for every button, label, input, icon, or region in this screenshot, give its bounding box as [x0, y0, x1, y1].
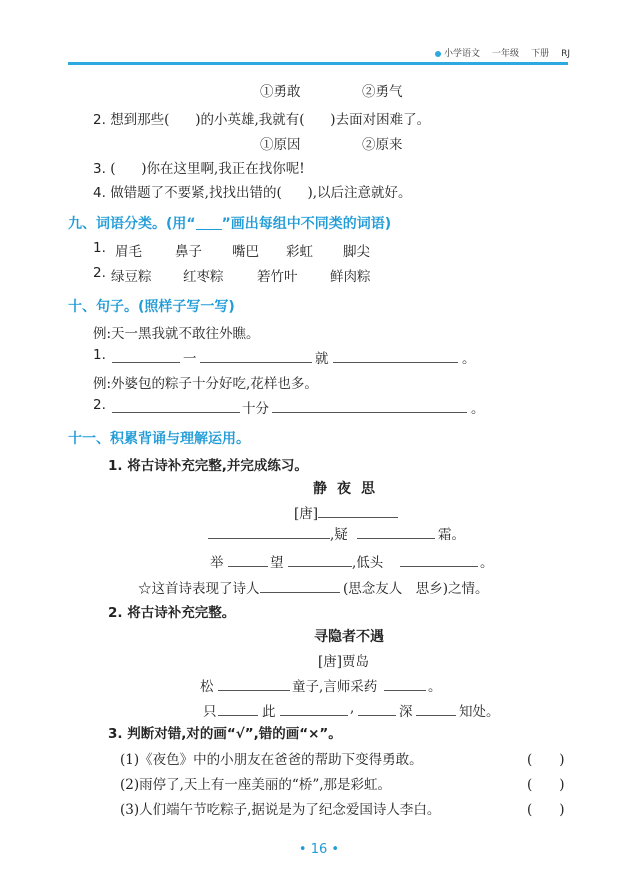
answer-paren[interactable]: ( ): [527, 752, 565, 768]
answer-blank[interactable]: [288, 566, 352, 567]
word: 彩虹: [286, 244, 313, 260]
title-part: 九、词语分类。(用“: [68, 216, 196, 232]
instruction-3: 3. 判断对错,对的画“√”,错的画“×”。: [108, 726, 342, 742]
answer-blank[interactable]: [228, 566, 268, 567]
answer-blank[interactable]: [112, 362, 180, 363]
sentence-end: 。: [462, 351, 476, 367]
item-text: )你在这里啊,我正在找你呢!: [141, 161, 305, 177]
item-text: 做错题了不要紧,找找出错的(: [110, 185, 282, 201]
word: 红枣粽: [183, 269, 224, 285]
connector-word: 十分: [242, 401, 269, 417]
q8-item3: [93, 157, 305, 177]
word: 眉毛: [115, 244, 142, 260]
answer-blank[interactable]: [400, 566, 478, 567]
q9-row1: [93, 240, 106, 256]
answer-blank[interactable]: [333, 362, 458, 363]
answer-blank[interactable]: [280, 715, 348, 716]
poem-author: [唐]: [294, 506, 319, 522]
item-text: ),以后注意就好。: [307, 185, 412, 201]
item-number: 4.: [93, 185, 106, 201]
item-text: )的小英雄,我就有(: [195, 112, 305, 128]
section-title-11: 十一、积累背诵与理解运用。: [68, 431, 250, 447]
answer-blank[interactable]: [358, 715, 396, 716]
word: 脚尖: [343, 244, 370, 260]
section-title-10: 十、句子。(照样子写一写): [68, 299, 235, 315]
word: 绿豆粽: [111, 269, 152, 285]
poem-note: (思念友人 思乡)之情。: [343, 581, 489, 597]
header-grade: 一年级: [492, 49, 520, 59]
poem-text: 知处。: [459, 704, 500, 720]
item-number: 3.: [93, 161, 106, 177]
word: 鲜肉粽: [330, 269, 371, 285]
header-subject: 小学语文: [444, 49, 481, 59]
answer-blank[interactable]: [208, 538, 330, 539]
poem-text: 。: [480, 555, 494, 571]
word: 箬竹叶: [257, 269, 298, 285]
answer-blank[interactable]: [112, 412, 240, 413]
poem-note: ☆这首诗表现了诗人: [138, 581, 260, 597]
judge-item: (1)《夜色》中的小朋友在爸爸的帮助下变得勇敢。: [120, 752, 423, 768]
poem-text: 。: [428, 679, 442, 695]
answer-blank[interactable]: [416, 715, 456, 716]
example-1: 例:天一黑我就不敢往外瞧。: [93, 326, 260, 342]
poem-text: ,低头: [352, 555, 384, 571]
poem-title: 寻隐者不遇: [314, 629, 384, 645]
item-number: 2.: [93, 112, 106, 128]
header-term: 下册: [531, 49, 550, 59]
item-text: (: [110, 161, 116, 177]
poem-text: ,: [350, 700, 355, 716]
word: 鼻子: [175, 244, 202, 260]
q9-row2: [93, 265, 106, 281]
answer-blank[interactable]: [260, 592, 340, 593]
connector-word: 就: [315, 351, 329, 367]
item-number: 1.: [93, 347, 106, 363]
answer-paren[interactable]: ( ): [527, 777, 565, 793]
section-title-9: [68, 213, 391, 233]
answer-blank[interactable]: [218, 715, 258, 716]
header-tag: [435, 46, 570, 59]
example-2: 例:外婆包的粽子十分好吃,花样也多。: [93, 376, 318, 392]
q8-item4: [93, 181, 412, 201]
connector-word: 一: [183, 351, 197, 367]
underline-sample: [196, 229, 222, 230]
answer-blank[interactable]: [218, 690, 290, 691]
answer-blank[interactable]: [318, 517, 398, 518]
judge-item: (2)雨停了,天上有一座美丽的“桥”,那是彩虹。: [120, 777, 392, 793]
item-number: 2.: [93, 265, 106, 281]
poem-text: 深: [399, 704, 413, 720]
word: 嘴巴: [232, 244, 259, 260]
option-2: ②原来: [362, 137, 403, 153]
poem-text: 举: [210, 555, 224, 571]
item-number: 2.: [93, 397, 106, 413]
answer-blank[interactable]: [200, 362, 312, 363]
option-1: ①原因: [260, 137, 301, 153]
bullet-icon: [435, 51, 441, 57]
poem-text: 松: [200, 679, 214, 695]
header-edition: RJ: [561, 49, 570, 59]
poem-text: 望: [270, 555, 284, 571]
poem-author: [唐]贾岛: [318, 654, 370, 670]
answer-paren[interactable]: ( ): [527, 802, 565, 818]
title-part: ”画出每组中不同类的词语): [221, 216, 392, 232]
poem-text: 童子,言师采药: [292, 679, 378, 695]
q8-item2: [93, 108, 430, 128]
answer-blank[interactable]: [272, 412, 467, 413]
judge-item: (3)人们端午节吃粽子,据说是为了纪念爱国诗人李白。: [120, 802, 441, 818]
option-2: ②勇气: [362, 84, 403, 100]
poem-title: 静夜思: [313, 481, 385, 497]
poem-text: ,疑: [330, 527, 348, 543]
sentence-end: 。: [471, 401, 485, 417]
answer-blank[interactable]: [357, 538, 435, 539]
poem-text: 霜。: [438, 527, 465, 543]
page-number: • 16 •: [298, 842, 340, 857]
instruction-1: 1. 将古诗补充完整,并完成练习。: [108, 458, 308, 474]
poem-text: 只: [203, 704, 217, 720]
option-1: ①勇敢: [260, 84, 301, 100]
instruction-2: 2. 将古诗补充完整。: [108, 605, 236, 621]
answer-blank[interactable]: [384, 690, 426, 691]
item-text: )去面对困难了。: [330, 112, 431, 128]
item-number: 1.: [93, 240, 106, 256]
poem-text: 此: [262, 704, 276, 720]
item-text: 想到那些(: [110, 112, 170, 128]
header-rule: [68, 62, 568, 65]
